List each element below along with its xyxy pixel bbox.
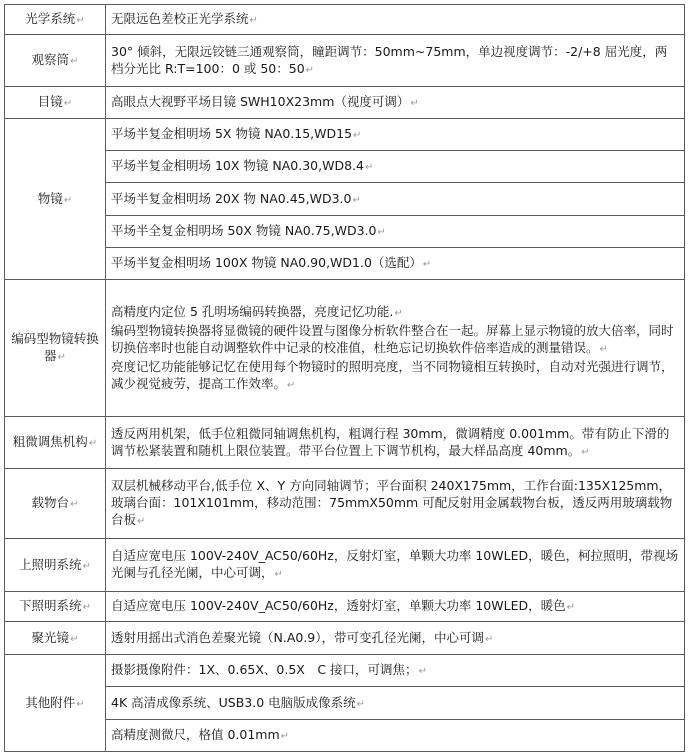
row-accessory-micrometer	[5, 720, 685, 752]
value-condenser: 透射用摇出式消色差聚光镜（N.A0.9），带可变孔径光阑，中心可调↵	[106, 622, 685, 655]
label-eyepiece: 目镜↵	[5, 87, 106, 119]
value-accessory-imaging: 4K 高清成像系统、USB3.0 电脑版成像系统↵	[106, 687, 685, 720]
value-encoded-nosepiece	[106, 280, 685, 417]
value-objective-10x: 平场半复金相明场 10X 物镜 NA0.30,WD8.4↵	[106, 151, 685, 183]
value-accessory-camera: 摄影摄像附件：1X、0.65X、0.5X C 接口，可调焦；↵	[106, 655, 685, 687]
row-accessory-imaging	[5, 687, 685, 720]
value-eyepiece: 高眼点大视野平场目镜 SWH10X23mm（视度可调）↵	[106, 87, 685, 119]
row-upper-illumination	[5, 539, 685, 592]
row-condenser	[5, 622, 685, 655]
nosepiece-line-2: 编码型物镜转换器将显微镜的硬件设置与图像分析软件整合在一起。屏幕上显示物镜的放大倍率，同时切换倍率时也能自动调整软件中记录的校准值，杜绝忘记切换软件倍率造成的测量错误。↵	[111, 322, 674, 355]
value-observation-tube: 30° 倾斜，无限远铰链三通观察筒，瞳距调节：50mm~75mm，单边视度调节：-2/+8 屈光度，两档分光比 R:T=100：0 或 50：50↵	[106, 35, 685, 87]
row-lower-illumination	[5, 592, 685, 622]
value-objective-100x: 平场半复金相明场 100X 物镜 NA0.90,WD1.0（选配）↵	[106, 248, 685, 280]
value-objective-5x: 平场半复金相明场 5X 物镜 NA0.15,WD15↵	[106, 119, 685, 151]
row-optical-system	[5, 5, 685, 35]
value-accessory-micrometer: 高精度测微尺，格值 0.01mm↵	[106, 720, 685, 752]
row-objective-20x	[5, 183, 685, 216]
row-focus-mechanism	[5, 417, 685, 469]
value-optical-system: 无限远色差校正光学系统↵	[106, 5, 685, 35]
row-encoded-nosepiece	[5, 280, 685, 417]
row-objective-50x	[5, 216, 685, 248]
nosepiece-line-1: 高精度内定位 5 孔明场编码转换器，亮度记忆功能.↵	[111, 303, 403, 319]
value-upper-illumination: 自适应宽电压 100V-240V_AC50/60Hz，反射灯室，单颗大功率 10WLED，暖色，柯拉照明，带视场光阑与孔径光阑，中心可调，↵	[106, 539, 685, 592]
row-eyepiece	[5, 87, 685, 119]
row-objective-10x	[5, 151, 685, 183]
spec-table	[4, 4, 685, 752]
value-focus-mechanism: 透反两用机架，低手位粗微同轴调焦机构，粗调行程 30mm，微调精度 0.001mm。带有防止下滑的调节松紧装置和随机上限位装置。带平台位置上下调节机构，最大样品高度 40mm。↵	[106, 417, 685, 469]
label-lower-illumination: 下照明系统↵	[5, 592, 106, 622]
value-stage: 双层机械移动平台,低手位 X、Y 方向同轴调节；平台面积 240X175mm，工作台面:135X125mm，玻璃台面：101X101mm，移动范围：75mmX50mm 可配反射用金属载物台板，透反两用玻璃载物台板↵	[106, 469, 685, 539]
label-focus-mechanism: 粗微调焦机构↵	[5, 417, 106, 469]
value-objective-20x: 平场半复金相明场 20X 物 NA0.45,WD3.0↵	[106, 183, 685, 216]
label-condenser: 聚光镜↵	[5, 622, 106, 655]
row-objective-5x	[5, 119, 685, 151]
row-accessory-camera	[5, 655, 685, 687]
value-objective-50x: 平场半全复金相明场 50X 物镜 NA0.75,WD3.0↵	[106, 216, 685, 248]
label-optical-system: 光学系统↵	[5, 5, 106, 35]
row-stage	[5, 469, 685, 539]
label-objective: 物镜↵	[5, 119, 106, 280]
label-upper-illumination: 上照明系统↵	[5, 539, 106, 592]
row-observation-tube	[5, 35, 685, 87]
value-lower-illumination: 自适应宽电压 100V-240V_AC50/60Hz，透射灯室，单颗大功率 10WLED，暖色↵	[106, 592, 685, 622]
label-stage: 载物台↵	[5, 469, 106, 539]
row-objective-100x	[5, 248, 685, 280]
nosepiece-line-3: 亮度记忆功能能够记忆在使用每个物镜时的照明亮度，当不同物镜相互转换时，自动对光强进行调节，减少视觉疲劳，提高工作效率。↵	[111, 358, 674, 391]
label-observation-tube: 观察筒↵	[5, 35, 106, 87]
label-other-accessories: 其他附件↵	[5, 655, 106, 752]
label-encoded-nosepiece: 编码型物镜转换器↵	[5, 280, 106, 417]
